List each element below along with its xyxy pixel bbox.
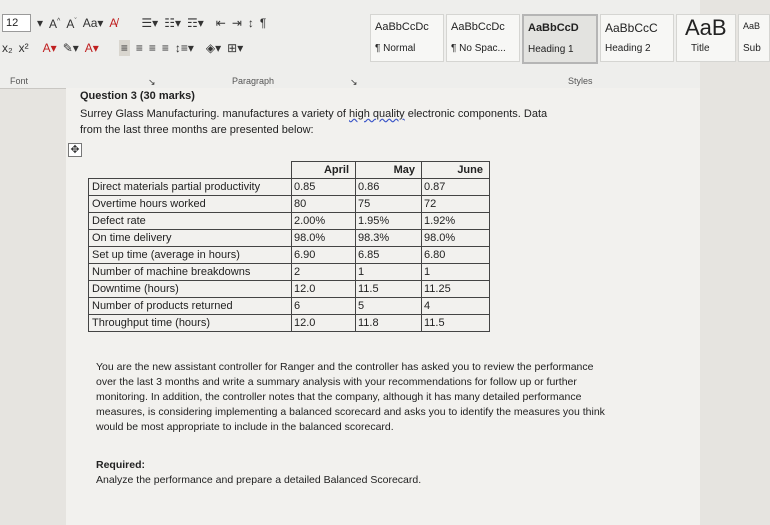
style-sample: AaBbCcDc bbox=[375, 21, 429, 33]
decrease-indent-icon[interactable]: ⇤ bbox=[215, 16, 226, 30]
shrink-font-icon[interactable]: $A^ˇ$ bbox=[66, 17, 77, 31]
table-cell: 2.00% bbox=[292, 213, 356, 230]
table-row bbox=[89, 213, 490, 230]
multilevel-list-icon[interactable]: ☶▾ bbox=[186, 16, 204, 30]
intro-underlined: high quality bbox=[349, 108, 405, 120]
row-label: Number of machine breakdowns bbox=[89, 264, 292, 281]
numbering-icon[interactable]: ☷▾ bbox=[164, 16, 181, 30]
font-dialog-launcher-icon[interactable]: ↘ bbox=[148, 77, 156, 87]
table-cell: 4 bbox=[422, 298, 490, 315]
table-cell: 11.25 bbox=[422, 281, 490, 298]
table-cell: 98.0% bbox=[422, 230, 490, 247]
style-name: Sub bbox=[743, 43, 761, 54]
style-subtitle[interactable] bbox=[738, 14, 770, 62]
ribbon bbox=[0, 0, 761, 89]
table-cell: 75 bbox=[356, 196, 422, 213]
table-cell: 0.86 bbox=[356, 179, 422, 196]
justify-icon[interactable]: ≡ bbox=[161, 41, 169, 55]
table-cell: 2 bbox=[292, 264, 356, 281]
style-name: Heading 2 bbox=[605, 43, 651, 54]
column-header: June bbox=[422, 162, 490, 179]
style-name: ¶ Normal bbox=[375, 43, 416, 54]
table-cell: 6.90 bbox=[292, 247, 356, 264]
table-row bbox=[89, 281, 490, 298]
style-sample: AaB bbox=[743, 21, 761, 31]
intro-suffix: electronic components. Data bbox=[404, 108, 548, 120]
table-cell: 6 bbox=[292, 298, 356, 315]
styles-gallery bbox=[370, 14, 770, 64]
line-spacing-icon[interactable]: ↕≡▾ bbox=[174, 41, 194, 55]
intro-prefix: Surrey Glass Manufacturing. manufactures a variety of bbox=[80, 108, 350, 120]
style-sample: AaBbCcDc bbox=[451, 21, 505, 33]
table-header-row bbox=[89, 162, 490, 179]
style-sample: AaBbCcD bbox=[528, 22, 579, 34]
row-label: Direct materials partial productivity bbox=[89, 179, 292, 196]
table-cell: 1 bbox=[422, 264, 490, 281]
style-no-spacing[interactable] bbox=[446, 14, 520, 62]
row-label: Downtime (hours) bbox=[89, 281, 292, 298]
table-cell: 11.5 bbox=[356, 281, 422, 298]
row-label: Defect rate bbox=[89, 213, 292, 230]
font-size-dropdown-icon[interactable]: ▾ bbox=[37, 16, 44, 30]
table-row bbox=[89, 247, 490, 264]
required-label: Required: bbox=[96, 459, 146, 471]
change-case-icon[interactable]: Aa▾ bbox=[82, 16, 104, 30]
shading-icon[interactable]: ◈▾ bbox=[205, 41, 222, 55]
font-size-box[interactable]: 12 bbox=[2, 14, 31, 32]
question-title: Question 3 (30 marks) bbox=[80, 90, 195, 102]
style-title[interactable] bbox=[676, 14, 736, 62]
table-move-handle-icon[interactable]: ✥ bbox=[68, 143, 82, 157]
table-cell: 12.0 bbox=[292, 315, 356, 332]
paragraph-group-label: Paragraph bbox=[232, 76, 275, 86]
table-cell: 72 bbox=[422, 196, 490, 213]
bullets-icon[interactable]: ☰▾ bbox=[141, 16, 159, 30]
clear-formatting-icon[interactable]: A̸ bbox=[109, 16, 118, 30]
borders-icon[interactable]: ⊞▾ bbox=[227, 41, 244, 55]
table-cell: 98.0% bbox=[292, 230, 356, 247]
table-cell: 0.85 bbox=[292, 179, 356, 196]
grow-font-icon[interactable]: A^ bbox=[49, 17, 61, 31]
table-cell: 0.87 bbox=[422, 179, 490, 196]
table-cell: 80 bbox=[292, 196, 356, 213]
table-cell: 11.8 bbox=[356, 315, 422, 332]
increase-indent-icon[interactable]: ⇥ bbox=[231, 16, 242, 30]
table-row bbox=[89, 196, 490, 213]
row-label: On time delivery bbox=[89, 230, 292, 247]
column-header: May bbox=[356, 162, 422, 179]
table-cell: 98.3% bbox=[356, 230, 422, 247]
subscript-icon[interactable]: x₂ bbox=[2, 41, 13, 55]
table-cell: 1 bbox=[356, 264, 422, 281]
row-label: Overtime hours worked bbox=[89, 196, 292, 213]
text-effects-icon[interactable]: A▾ bbox=[42, 41, 57, 55]
table-cell: 11.5 bbox=[422, 315, 490, 332]
style-normal[interactable] bbox=[370, 14, 444, 62]
align-center-icon[interactable]: ≡ bbox=[135, 41, 143, 55]
intro-line-2: from the last three months are presented below: bbox=[80, 124, 314, 136]
style-name: Title bbox=[691, 43, 710, 54]
table-row bbox=[89, 315, 490, 332]
table-cell: 6.85 bbox=[356, 247, 422, 264]
table-cell: 1.92% bbox=[422, 213, 490, 230]
sort-icon[interactable]: ↕ bbox=[247, 16, 254, 30]
table-cell: 1.95% bbox=[356, 213, 422, 230]
style-sample: AaB bbox=[685, 15, 727, 40]
body-paragraph: You are the new assistant controller for Ranger and the controller has asked you to review the performance over the last 3 months and write a summary analysis with your recommendations for follow up or further monitoring. In addition, the controller notes that the company, although it has many detailed performance measures, is considering implementing a balanced scorecard and asks you to identify the measures you think would be most appropriate to include in the balanced scorecard. bbox=[96, 361, 605, 433]
style-name: ¶ No Spac... bbox=[451, 43, 506, 54]
style-sample: AaBbCcC bbox=[605, 21, 658, 35]
table-row bbox=[89, 230, 490, 247]
table-cell: 5 bbox=[356, 298, 422, 315]
required-text: Analyze the performance and prepare a detailed Balanced Scorecard. bbox=[96, 474, 422, 486]
row-label: Number of products returned bbox=[89, 298, 292, 315]
style-heading-1[interactable] bbox=[522, 14, 598, 64]
data-table bbox=[88, 161, 490, 332]
column-header: April bbox=[292, 162, 356, 179]
styles-group-label: Styles bbox=[568, 76, 593, 86]
show-formatting-icon[interactable]: ¶ bbox=[259, 16, 267, 30]
intro-line-1 bbox=[80, 108, 547, 120]
highlight-icon[interactable]: ✎▾ bbox=[62, 41, 79, 55]
table-cell: 6.80 bbox=[422, 247, 490, 264]
font-group-label: Font bbox=[10, 76, 29, 86]
align-right-icon[interactable]: ≡ bbox=[148, 41, 156, 55]
paragraph-dialog-launcher-icon[interactable]: ↘ bbox=[350, 77, 358, 87]
align-left-icon[interactable]: ≡ bbox=[120, 41, 128, 55]
row-label: Throughput time (hours) bbox=[89, 315, 292, 332]
table-row bbox=[89, 179, 490, 196]
row-label: Set up time (average in hours) bbox=[89, 247, 292, 264]
style-heading-2[interactable] bbox=[600, 14, 674, 62]
table-row bbox=[89, 264, 490, 281]
superscript-icon[interactable]: x² bbox=[18, 41, 29, 55]
table-row bbox=[89, 298, 490, 315]
font-color-icon[interactable]: A▾ bbox=[84, 41, 99, 55]
style-name: Heading 1 bbox=[528, 44, 574, 55]
table-cell: 12.0 bbox=[292, 281, 356, 298]
